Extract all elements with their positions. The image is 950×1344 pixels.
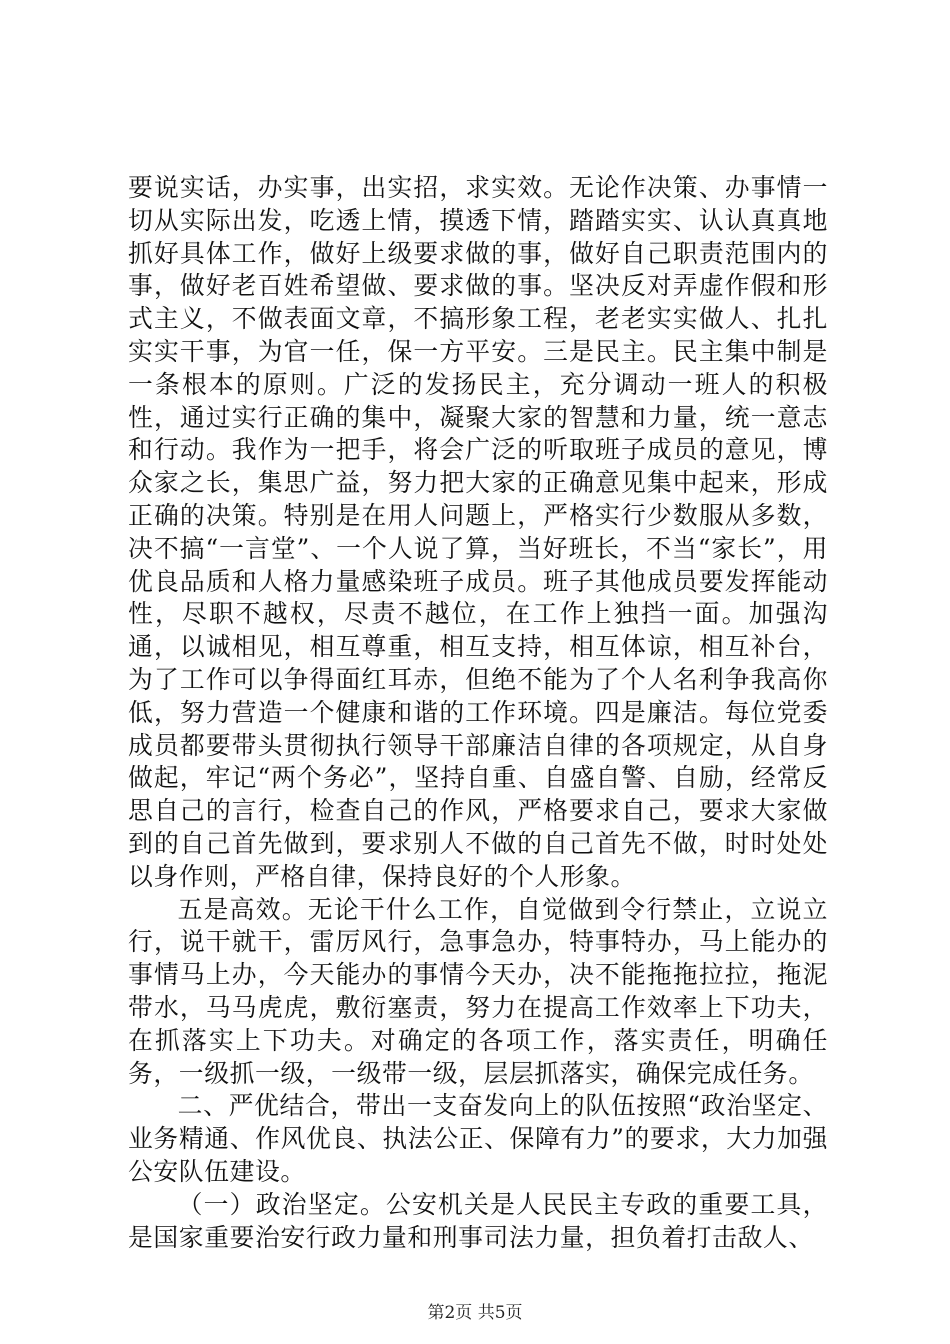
page-number-footer: 第2页 共5页 [427,1303,523,1323]
document-body [128,172,828,1254]
paragraph-continuation: 要说实话，办实事，出实招，求实效。无论作决策、办事情一切从实际出发，吃透上情，摸透下情，踏踏实实、认认真真地抓好具体工作，做好上级要求做的事，做好自己职责范围内的事，做好老百姓希望做、要求做的事。坚决反对弄虚作假和形式主义，不做表面文章，不搞形象工程，老老实实做人、扎扎实实干事，为官一任，保一方平安。三是民主。民主集中制是一条根本的原则。广泛的发扬民主，充分调动一班人的积极性，通过实行正确的集中，凝聚大家的智慧和力量，统一意志和行动。我作为一把手，将会广泛的听取班子成员的意见，博众家之长，集思广益，努力把大家的正确意见集中起来，形成正确的决策。特别是在用人问题上，严格实行少数服从多数，决不搞“一言堂”、一个人说了算，当好班长，不当“家长”，用优良品质和人格力量感染班子成员。班子其他成员要发挥能动性，尽职不越权，尽责不越位，在工作上独挡一面。加强沟通，以诚相见，相互尊重，相互支持，相互体谅，相互补台，为了工作可以争得面红耳赤，但绝不能为了个人名利争我高你低，努力营造一个健康和谐的工作环境。四是廉洁。每位党委成员都要带头贯彻执行领导干部廉洁自律的各项规定，从自身做起，牢记“两个务必”，坚持自重、自盛自警、自励，经常反思自己的言行，检查自己的作风，严格要求自己，要求大家做到的自己首先做到，要求别人不做的自己首先不做，时时处处以身作则，严格自律，保持良好的个人形象。 [128,173,828,891]
paragraph-political-firmness: （一）政治坚定。公安机关是人民民主专政的重要工具，是国家重要治安行政力量和刑事司法力量，担负着打击敌人、 [128,1189,828,1252]
paragraph-efficiency: 五是高效。无论干什么工作，自觉做到令行禁止，立说立行，说干就干，雷厉风行，急事急办，特事特办，马上能办的事情马上办，今天能办的事情今天办，决不能拖拖拉拉，拖泥带水，马马虎虎，敷衍塞责，努力在提高工作效率上下功夫，在抓落实上下功夫。对确定的各项工作，落实责任，明确任务，一级抓一级，一级带一级，层层抓落实，确保完成任务。 [128,894,828,1088]
paragraph-section-two: 二、严优结合，带出一支奋发向上的队伍按照“政治坚定、业务精通、作风优良、执法公正、保障有力”的要求，大力加强公安队伍建设。 [128,1091,828,1186]
